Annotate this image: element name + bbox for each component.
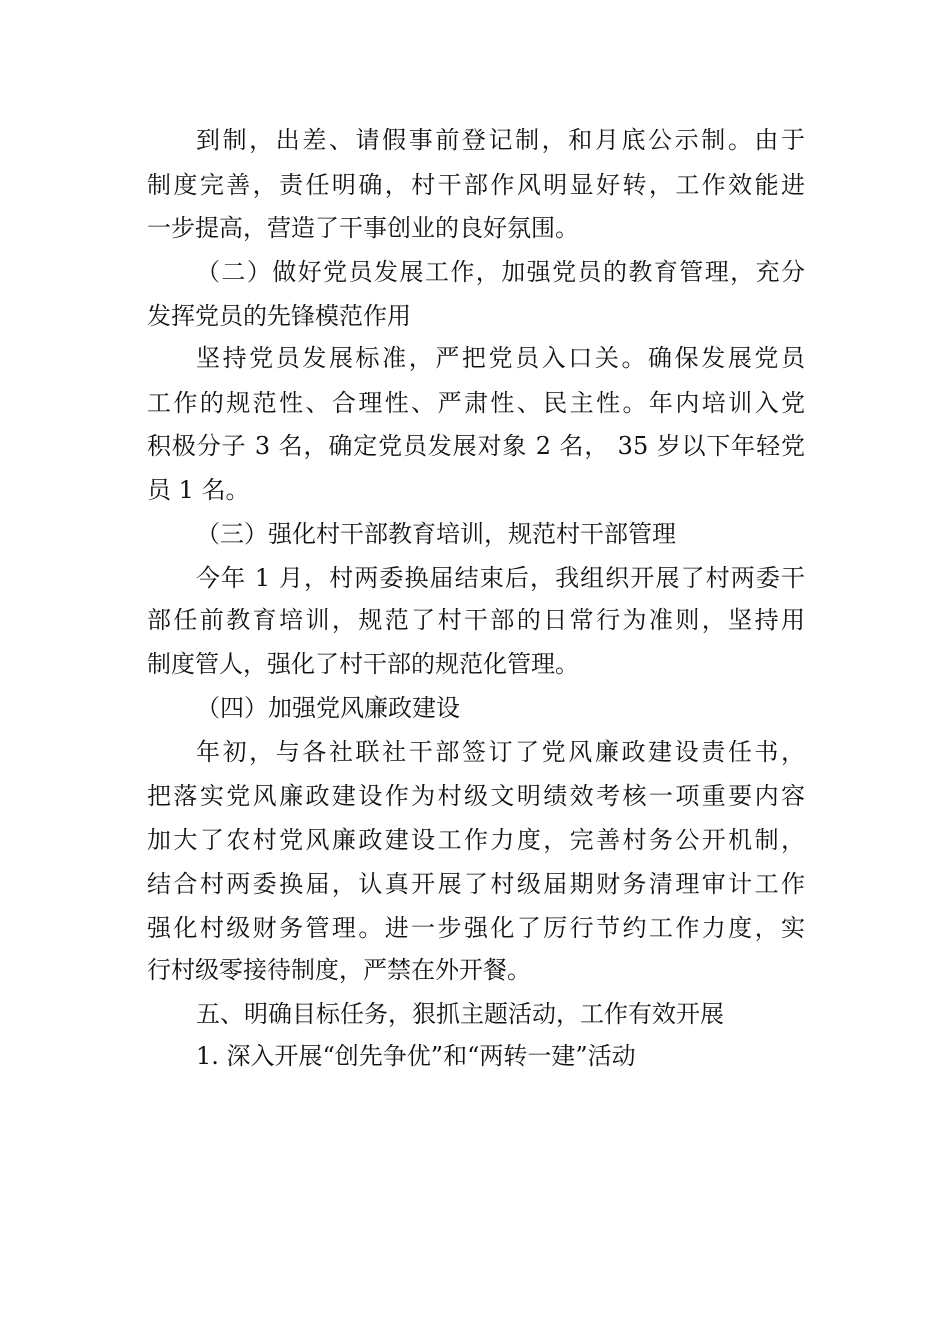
section-heading-line: （二）做好党员发展工作，加强党员的教育管理，充分 [196,258,805,286]
section-heading-line: 五、明确目标任务，狠抓主题活动，工作有效开展 [196,1000,724,1028]
paragraph-line: 把落实党风廉政建设作为村级文明绩效考核一项重要内容 [147,782,805,810]
paragraph-line: 结合村两委换届，认真开展了村级届期财务清理审计工作 [147,870,805,898]
section-heading-line: （三）强化村干部教育培训，规范村干部管理 [196,520,676,548]
paragraph-line: 一步提高，营造了干事创业的良好氛围。 [147,214,579,242]
paragraph-line: 强化村级财务管理。进一步强化了厉行节约工作力度，实 [147,914,805,942]
paragraph-line: 员 1 名。 [147,476,250,504]
section-heading-line: （四）加强党风廉政建设 [196,694,460,722]
paragraph-line: 制度完善，责任明确，村干部作风明显好转，工作效能进 [147,171,805,199]
paragraph-line: 加大了农村党风廉政建设工作力度，完善村务公开机制， [147,826,805,854]
paragraph-line: 年初，与各社联社干部签订了党风廉政建设责任书， [196,738,805,766]
paragraph-line: 到制，出差、请假事前登记制，和月底公示制。由于 [196,126,805,154]
paragraph-line: 部任前教育培训，规范了村干部的日常行为准则，坚持用 [147,606,805,634]
section-heading-line: 发挥党员的先锋模范作用 [147,302,411,330]
paragraph-line: 今年 1 月，村两委换届结束后，我组织开展了村两委干 [196,564,805,592]
paragraph-line: 制度管人，强化了村干部的规范化管理。 [147,650,579,678]
paragraph-line: 行村级零接待制度，严禁在外开餐。 [147,956,531,984]
paragraph-line: 工作的规范性、合理性、严肃性、民主性。年内培训入党 [147,389,805,417]
paragraph-line: 积极分子 3 名，确定党员发展对象 2 名， 35 岁以下年轻党 [147,432,805,460]
section-heading-line: 1. 深入开展“创先争优”和“两转一建”活动 [196,1042,636,1070]
paragraph-line: 坚持党员发展标准，严把党员入口关。确保发展党员 [196,344,805,372]
